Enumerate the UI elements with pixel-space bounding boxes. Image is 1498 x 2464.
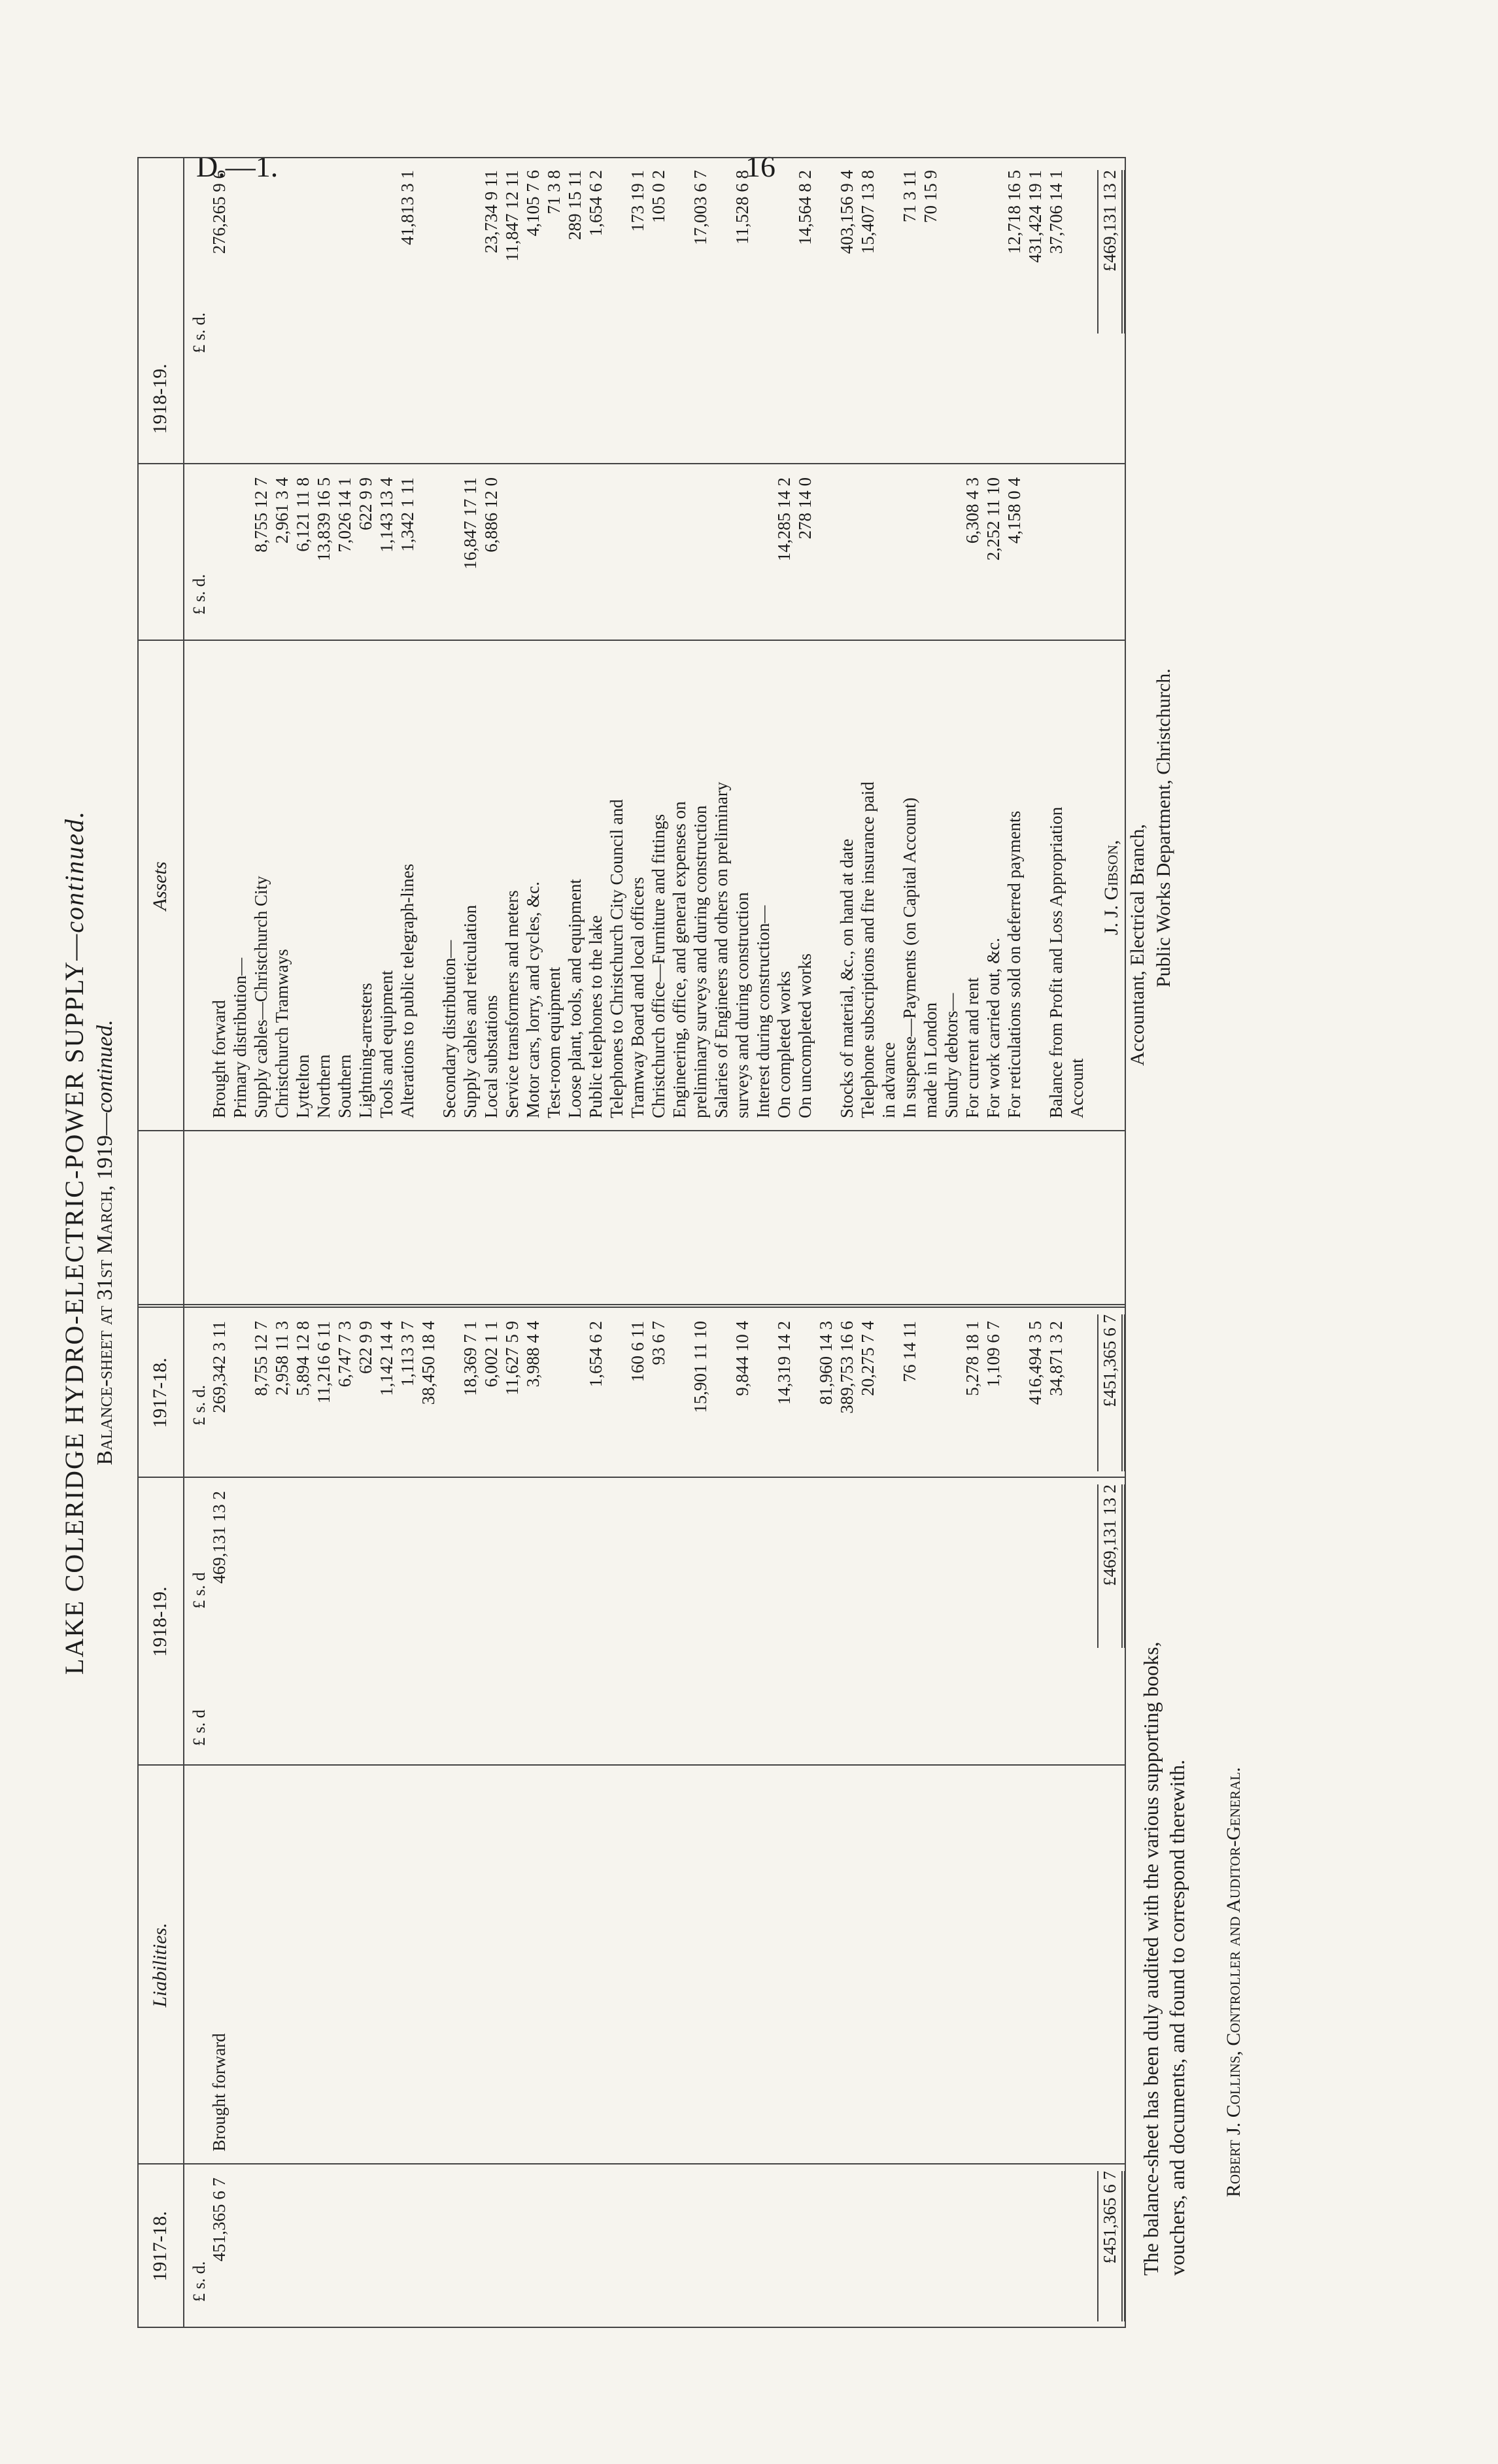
asset-label: Lyttelton (293, 1054, 313, 1118)
asset-label: Supply cables—Christchurch City (251, 876, 271, 1118)
asset-amount-1918-19: 4,105 7 6 (523, 170, 543, 237)
asset-label: in advance (879, 1042, 898, 1118)
asset-amount-1918-19: 37,706 14 1 (1046, 170, 1066, 254)
page-number: 16 (745, 150, 775, 183)
asset-subamount-1918-19: 4,158 0 4 (1004, 477, 1024, 544)
asset-amount-1917-18: 1,142 14 4 (377, 1321, 396, 1396)
col-rule (137, 463, 1125, 464)
asset-subamount-1918-19: 622 9 9 (356, 477, 375, 530)
col-rule (137, 1130, 1125, 1131)
asset-label: preliminary surveys and during construction (690, 805, 710, 1118)
asset-amount-1918-19: 105 0 2 (649, 170, 668, 223)
asset-label: Test-room equipment (544, 967, 564, 1118)
asset-label: Loose plant, tools, and equipment (565, 879, 585, 1118)
asset-label: Alterations to public telegraph-lines (398, 863, 417, 1118)
asset-label: Balance from Profit and Loss Appropriation (1046, 806, 1066, 1118)
asset-subamount-1918-19: 6,308 4 3 (962, 477, 982, 544)
asset-label: Public telephones to the lake (586, 915, 605, 1118)
asset-amount-1917-18: 160 6 11 (628, 1321, 647, 1382)
col-rule (137, 1477, 1125, 1478)
top-rule (137, 157, 139, 2328)
asset-amount-1917-18: 34,871 3 2 (1046, 1321, 1066, 1396)
asset-amount-1918-19: 71 3 8 (544, 170, 564, 214)
asset-amount-1917-18: 20,275 7 4 (858, 1321, 877, 1396)
asset-label: Engineering, office, and general expenses on (670, 801, 689, 1118)
asset-subamount-1918-19: 2,252 11 10 (983, 477, 1003, 561)
subtitle-main: Balance-sheet at 31st March, 1919— (93, 1112, 117, 1465)
asset-amount-1917-18: 622 9 9 (356, 1321, 375, 1374)
asset-label: Southern (335, 1054, 354, 1118)
accountant-department: Public Works Department, Christchurch. (1153, 668, 1174, 987)
asset-label: Telephones to Christchurch City Council and (607, 799, 626, 1118)
title-main: LAKE COLERIDGE HYDRO-ELECTRIC-POWER SUPPLY— (60, 933, 89, 1675)
asset-label: made in London (921, 1002, 940, 1118)
asset-label: Stocks of material, &c., on hand at date (837, 838, 857, 1118)
asset-amount-1918-19: 23,734 9 11 (481, 170, 501, 254)
asset-label: Tramway Board and local officers (628, 877, 647, 1118)
asset-label: Service transformers and meters (502, 890, 522, 1118)
asset-subamount-1918-19: 278 14 0 (795, 477, 815, 539)
bottom-rule (1125, 157, 1126, 2328)
asset-amount-1917-18: 2,958 11 3 (272, 1321, 292, 1395)
asset-label: On completed works (774, 971, 794, 1118)
asset-amount-1918-19: 70 15 9 (921, 170, 940, 223)
asset-label: Christchurch office—Furniture and fittings (649, 813, 668, 1118)
asset-label: For reticulations sold on deferred payments (1004, 810, 1024, 1118)
asset-amount-1917-18: 6,747 7 3 (335, 1321, 354, 1388)
asset-label: For work carried out, &c. (983, 938, 1003, 1118)
asset-amount-1918-19: 289 15 11 (565, 170, 585, 240)
col-rule (137, 640, 1125, 641)
asset-amount-1918-19: 71 3 11 (900, 170, 919, 222)
asset-amount-1918-19: 12,718 16 5 (1004, 170, 1024, 254)
title-continued: continued. (60, 810, 89, 933)
asset-label: Interest during construction— (753, 905, 773, 1118)
asset-amount-1917-18: 8,755 12 7 (251, 1321, 271, 1396)
asset-label: surveys and during construction (732, 892, 752, 1118)
asset-amount-1917-18: 11,216 6 11 (314, 1321, 333, 1404)
accountant-title: Accountant, Electrical Branch, (1127, 824, 1148, 1066)
page-title (59, 157, 90, 2328)
asset-label: Secondary distribution— (439, 940, 459, 1118)
asset-amount-1917-18: 76 14 11 (900, 1321, 919, 1382)
asset-subamount-1918-19: 16,847 17 11 (460, 477, 480, 570)
audit-note-line: vouchers, and documents, and found to correspond therewith. (1165, 1759, 1189, 2276)
asset-amount-1917-18: 5,894 12 8 (293, 1321, 313, 1396)
col-rule (137, 2163, 1125, 2165)
lsd-header: £ s. d. (190, 312, 209, 353)
asset-label: Sundry debtors— (942, 993, 961, 1118)
asset-label: On uncompleted works (795, 953, 815, 1118)
balance-sheet (52, 157, 1308, 2328)
col-rule (137, 1764, 1125, 1766)
asset-amount-1918-19: 11,528 6 8 (732, 170, 752, 245)
lsd-header: £ s. d (190, 1709, 209, 1746)
asset-amount-1918-19: 431,424 19 1 (1025, 170, 1045, 263)
col-head-assets: Assets (149, 861, 171, 911)
asset-label: Primary distribution— (230, 957, 250, 1118)
liab-bf-label: Brought forward (209, 2033, 229, 2151)
col-rule (137, 2327, 1125, 2328)
asset-label: In suspense—Payments (on Capital Account) (900, 797, 919, 1118)
col-rule (137, 157, 1125, 158)
asset-subamount-1918-19: 1,143 13 4 (377, 477, 396, 553)
asset-label: For current and rent (962, 977, 982, 1118)
asset-subamount-1918-19: 6,121 11 8 (293, 477, 313, 552)
asset-amount-1917-18: 11,627 5 9 (502, 1321, 522, 1395)
header-rule (183, 157, 184, 2328)
col-head-1917-18: 1917-18. (149, 1358, 171, 1428)
asset-amount-1917-18: 269,342 3 11 (209, 1321, 229, 1413)
auditor-signature: Robert J. Collins, Controller and Auditor-General. (1223, 1767, 1244, 2197)
subtitle-continued: continued. (93, 1019, 117, 1113)
accountant-signature (1098, 668, 1177, 1066)
asset-subamount-1918-19: 8,755 12 7 (251, 477, 271, 553)
audit-note (1138, 1641, 1190, 2276)
page-ref: D.—1. (196, 150, 279, 183)
asset-label: Telephone subscriptions and fire insurance paid (858, 781, 877, 1118)
asset-amount-1918-19: 173 19 1 (628, 170, 647, 232)
liab-total-1918-19: £469,131 13 2 (1097, 1484, 1125, 1648)
asset-amount-1917-18: 5,278 18 1 (962, 1321, 982, 1396)
asset-amount-1917-18: 93 6 7 (649, 1321, 668, 1365)
asset-label: Brought forward (209, 1000, 229, 1118)
asset-amount-1917-18: 1,109 6 7 (983, 1321, 1003, 1388)
asset-amount-1917-18: 81,960 14 3 (816, 1321, 836, 1405)
asset-label: Account (1067, 1058, 1087, 1118)
liab-bf-1917-18: 451,365 6 7 (209, 2178, 229, 2262)
asset-subamount-1918-19: 13,839 16 5 (314, 477, 333, 562)
assets-total-1918-19: £469,131 13 2 (1097, 170, 1125, 334)
asset-amount-1917-18: 14,319 14 2 (774, 1321, 794, 1405)
asset-amount-1917-18: 15,901 11 10 (690, 1321, 710, 1413)
asset-amount-1918-19: 1,654 6 2 (586, 170, 605, 237)
asset-amount-1918-19: 11,847 12 11 (502, 170, 522, 262)
asset-subamount-1918-19: 2,961 3 4 (272, 477, 292, 544)
asset-label: Salaries of Engineers and others on preliminary (711, 781, 731, 1118)
lsd-header: £ s. d (190, 1572, 209, 1609)
asset-label: Supply cables and reticulation (460, 904, 480, 1118)
col-head-1918-19: 1918-19. (149, 1586, 171, 1657)
asset-amount-1917-18: 416,494 3 5 (1025, 1321, 1045, 1405)
asset-amount-1918-19: 403,156 9 4 (837, 170, 857, 254)
accountant-name: J. J. Gibson, (1100, 840, 1122, 935)
col-rule (137, 1304, 1125, 1308)
asset-amount-1917-18: 18,369 7 1 (460, 1321, 480, 1396)
asset-amount-1917-18: 3,988 4 4 (523, 1321, 543, 1388)
asset-label: Local substations (481, 995, 501, 1118)
asset-amount-1917-18: 6,002 1 1 (481, 1321, 501, 1388)
asset-amount-1918-19: 14,564 8 2 (795, 170, 815, 245)
asset-subamount-1918-19: 1,342 1 11 (398, 477, 417, 552)
asset-subamount-1918-19: 6,886 12 0 (481, 477, 501, 553)
asset-amount-1918-19: 15,407 13 8 (858, 170, 877, 254)
asset-amount-1918-19: 276,265 9 6 (209, 170, 229, 254)
asset-amount-1917-18: 9,844 10 4 (732, 1321, 752, 1396)
asset-subamount-1918-19: 14,285 14 2 (774, 477, 794, 562)
asset-amount-1918-19: 17,003 6 7 (690, 170, 710, 245)
lsd-header: £ s. d. (190, 1384, 209, 1426)
asset-amount-1917-18: 389,753 16 6 (837, 1321, 857, 1414)
asset-amount-1917-18: 38,450 18 4 (418, 1321, 438, 1405)
asset-amount-1917-18: 1,113 3 7 (398, 1321, 417, 1387)
asset-label: Christchurch Tramways (272, 949, 292, 1118)
asset-label: Motor cars, lorry, and cycles, &c. (523, 881, 543, 1118)
asset-label: Northern (314, 1054, 333, 1118)
lsd-header: £ s. d. (190, 2261, 209, 2302)
assets-total-1917-18: £451,365 6 7 (1097, 1314, 1125, 1471)
liab-bf-1918-19: 469,131 13 2 (209, 1491, 229, 1584)
liab-total-1917-18: £451,365 6 7 (1097, 2171, 1125, 2321)
col-head-1918-19: 1918-19. (149, 364, 171, 434)
asset-amount-1917-18: 1,654 6 2 (586, 1321, 605, 1388)
asset-label: Lightning-arresters (356, 983, 375, 1118)
page-subtitle (93, 157, 118, 2328)
col-head-1917-18: 1917-18. (149, 2211, 171, 2282)
asset-amount-1918-19: 41,813 3 1 (398, 170, 417, 245)
audit-note-line: The balance-sheet has been duly audited with the various supporting books, (1139, 1641, 1163, 2276)
asset-label: Tools and equipment (377, 970, 396, 1118)
col-head-liabilities: Liabilities. (149, 1923, 171, 2008)
asset-subamount-1918-19: 7,026 14 1 (335, 477, 354, 553)
lsd-header: £ s. d. (190, 573, 209, 615)
